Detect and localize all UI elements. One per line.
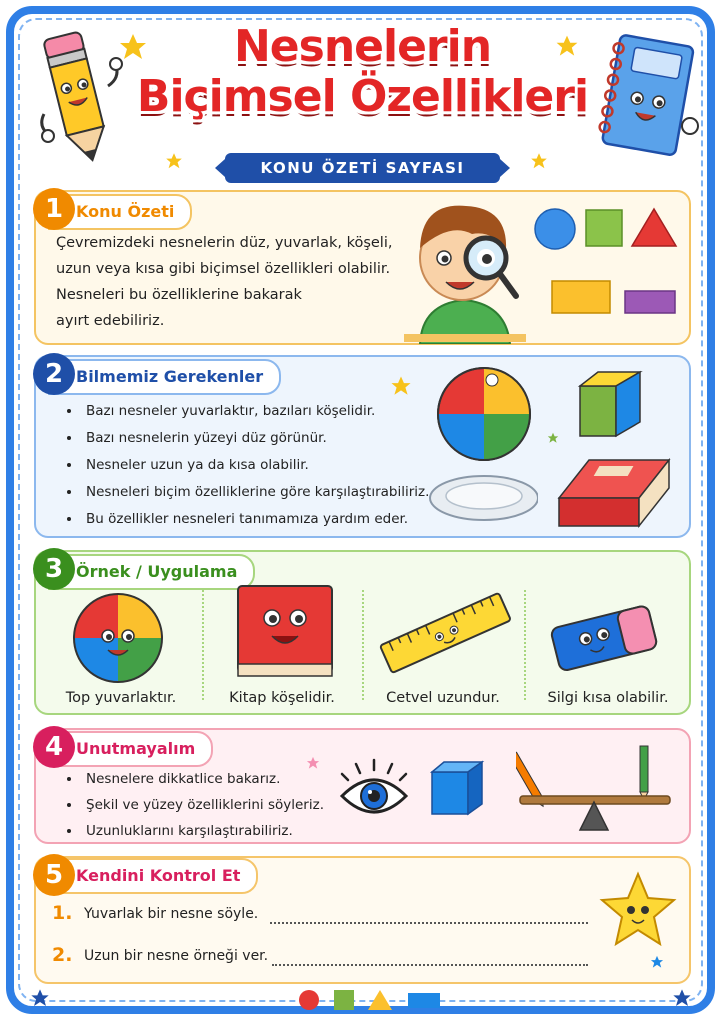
list-item: • Nesneleri biçim özelliklerine göre karşılaştırabiliriz. bbox=[82, 479, 452, 506]
section-4-title: Unutmayalım bbox=[48, 731, 213, 767]
long-rectangle-shape-icon bbox=[625, 291, 675, 313]
page-title bbox=[130, 22, 595, 122]
rectangle-shape-icon bbox=[552, 281, 610, 313]
section-2-title: Bilmemiz Gerekenler bbox=[48, 359, 281, 395]
section-3-number: 3 bbox=[33, 548, 75, 590]
subtitle-banner: KONU ÖZETİ SAYFASI bbox=[225, 153, 500, 183]
ruler-character-icon bbox=[378, 588, 512, 676]
star-character-icon bbox=[598, 870, 680, 950]
section-1-title: Konu Özeti bbox=[48, 194, 192, 230]
circle-shape-icon bbox=[299, 990, 319, 1010]
pencil-mascot-icon bbox=[30, 26, 125, 171]
example-caption: Cetvel uzundur. bbox=[386, 690, 500, 706]
list-item: • Bazı nesnelerin yüzeyi düz görünür. bbox=[82, 425, 452, 452]
divider bbox=[524, 590, 526, 700]
triangle-shape-icon bbox=[632, 209, 676, 246]
answer-line[interactable] bbox=[272, 964, 588, 966]
example-caption: Top yuvarlaktır. bbox=[65, 690, 177, 706]
star-icon bbox=[547, 432, 559, 444]
star-icon bbox=[672, 988, 692, 1008]
star-icon bbox=[30, 988, 50, 1008]
footer-shapes bbox=[298, 988, 443, 1012]
section-5-number: 5 bbox=[33, 854, 75, 896]
example-caption: Kitap köşelidir. bbox=[229, 690, 335, 706]
section-2-bullets bbox=[62, 398, 452, 533]
list-item: • Bazı nesneler yuvarlaktır, bazıları köşelidir. bbox=[82, 398, 452, 425]
answer-line[interactable] bbox=[270, 922, 588, 924]
title-line-2: Biçimsel Özellikleri bbox=[136, 71, 589, 122]
section-2-number: 2 bbox=[33, 353, 75, 395]
section-4-number: 4 bbox=[33, 726, 75, 768]
summary-line: Nesneleri bu özelliklerine bakarak bbox=[56, 287, 302, 303]
divider bbox=[362, 590, 364, 700]
question-number: 2. bbox=[52, 944, 73, 966]
cube-icon bbox=[570, 368, 650, 440]
section-1-number: 1 bbox=[33, 188, 75, 230]
star-icon bbox=[306, 756, 320, 770]
star-icon bbox=[650, 955, 664, 969]
section-1-text bbox=[56, 230, 416, 334]
book-icon bbox=[555, 446, 675, 534]
list-item: • Şekil ve yüzey özelliklerini söyleriz. bbox=[82, 792, 382, 818]
list-item: • Nesneler uzun ya da kısa olabilir. bbox=[82, 452, 452, 479]
summary-line: Çevremizdeki nesnelerin düz, yuvarlak, köşeli, bbox=[56, 235, 393, 251]
section-3-title: Örnek / Uygulama bbox=[48, 554, 255, 590]
eye-icon bbox=[338, 758, 410, 820]
list-item: • Bu özellikler nesneleri tanımamıza yardım eder. bbox=[82, 506, 452, 533]
circle-shape-icon bbox=[535, 209, 575, 249]
notebook-mascot-icon bbox=[592, 30, 702, 170]
title-line-1: Nesnelerin bbox=[233, 21, 492, 72]
book-character-icon bbox=[230, 582, 340, 682]
question-text: Yuvarlak bir nesne söyle. bbox=[84, 906, 259, 922]
blue-cube-icon bbox=[428, 758, 488, 818]
example-caption: Silgi kısa olabilir. bbox=[547, 690, 669, 706]
star-icon bbox=[165, 152, 183, 170]
question-text: Uzun bir nesne örneği ver. bbox=[84, 948, 269, 964]
summary-line: uzun veya kısa gibi biçimsel özellikleri olabilir. bbox=[56, 261, 391, 277]
square-shape-icon bbox=[334, 990, 354, 1010]
square-shape-icon bbox=[586, 210, 622, 246]
list-item: • Nesnelere dikkatlice bakarız. bbox=[82, 766, 382, 792]
list-item: • Uzunluklarını karşılaştırabiliriz. bbox=[82, 818, 382, 844]
question-number: 1. bbox=[52, 902, 73, 924]
divider bbox=[202, 590, 204, 700]
balance-scale-icon bbox=[516, 742, 672, 832]
boy-magnifier-icon bbox=[400, 192, 530, 344]
section-4-bullets bbox=[62, 766, 382, 844]
rectangle-shape-icon bbox=[408, 993, 440, 1008]
star-icon bbox=[390, 375, 412, 397]
ball-and-plate-icon bbox=[428, 366, 538, 526]
triangle-shape-icon bbox=[368, 990, 392, 1010]
section-5-title: Kendini Kontrol Et bbox=[48, 858, 258, 894]
ball-character-icon bbox=[70, 592, 166, 684]
star-icon bbox=[530, 152, 548, 170]
summary-line: ayırt edebiliriz. bbox=[56, 313, 165, 329]
shapes-group bbox=[530, 205, 680, 320]
eraser-character-icon bbox=[548, 596, 662, 680]
